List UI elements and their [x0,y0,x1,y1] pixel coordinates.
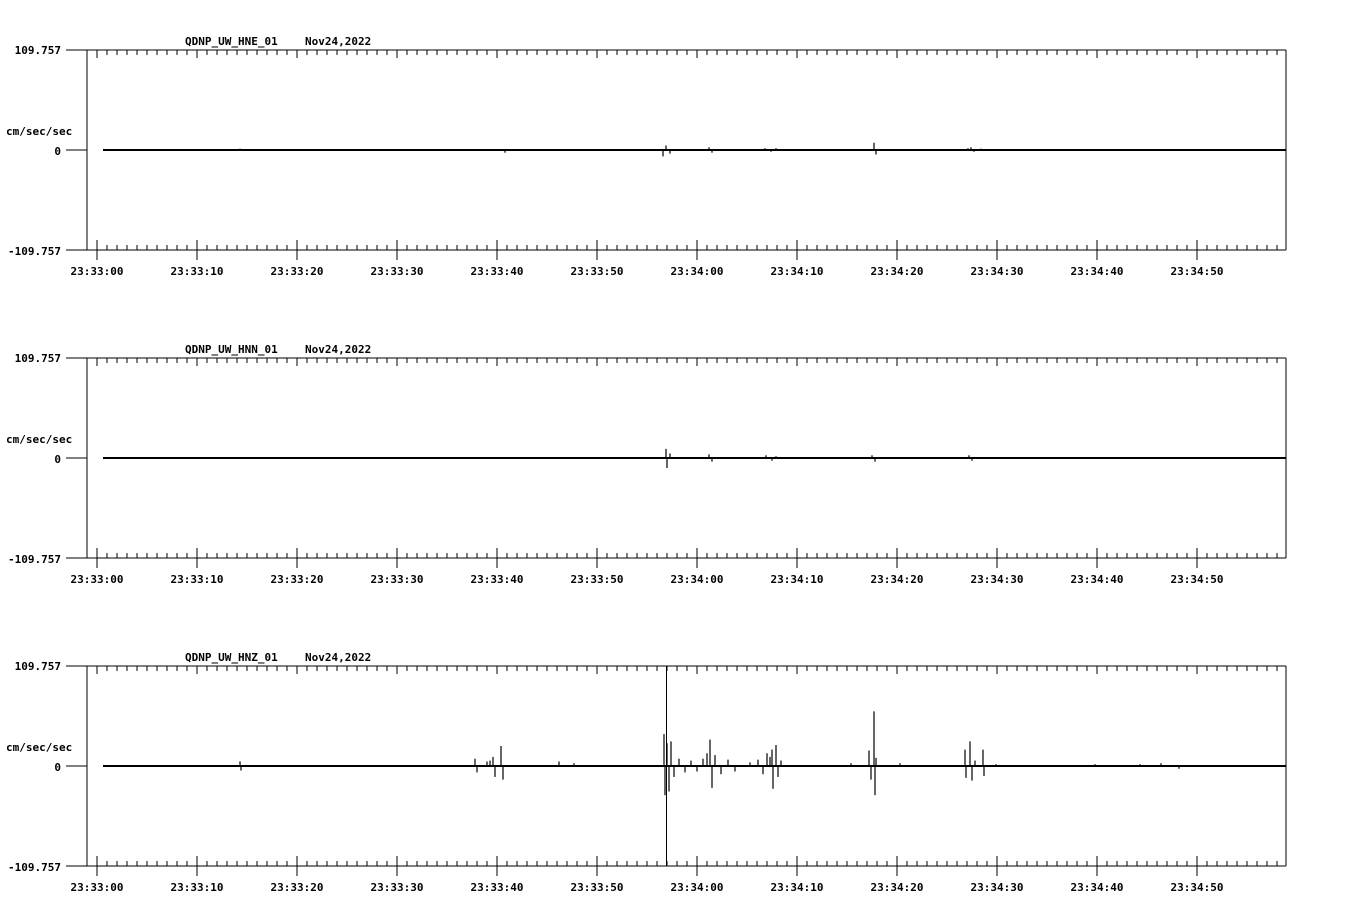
x-tick-label: 23:33:50 [570,265,624,278]
x-tick-label: 23:33:20 [270,881,324,894]
x-tick-label: 23:33:10 [170,573,224,586]
x-tick-label: 23:33:20 [270,573,324,586]
x-tick-label: 23:34:30 [970,265,1024,278]
x-tick-label: 23:33:30 [370,881,424,894]
x-tick-label: 23:34:40 [1070,573,1124,586]
x-tick-label: 23:33:00 [70,573,124,586]
x-tick-label: 23:34:50 [1170,265,1224,278]
date-label: Nov24,2022 [305,343,372,356]
x-tick-label: 23:34:00 [670,573,724,586]
x-tick-label: 23:34:20 [870,881,924,894]
x-tick-label: 23:33:50 [570,573,624,586]
y-tick-label-zero: 0 [54,761,61,774]
seismogram-panel-3 [6,651,1286,894]
y-tick-label-min: -109.757 [8,861,61,874]
x-tick-label: 23:34:50 [1170,573,1224,586]
x-tick-label: 23:33:30 [370,265,424,278]
x-tick-label: 23:34:10 [770,881,824,894]
y-axis-label: cm/sec/sec [6,125,73,138]
y-tick-label-max: 109.757 [14,44,61,57]
x-tick-label: 23:33:10 [170,265,224,278]
x-tick-label: 23:33:10 [170,881,224,894]
x-tick-label: 23:33:20 [270,265,324,278]
x-tick-label: 23:33:30 [370,573,424,586]
x-tick-label: 23:33:50 [570,881,624,894]
x-tick-label: 23:33:40 [470,881,524,894]
station-label: QDNP_UW_HNE_01 [185,35,278,48]
x-tick-label: 23:34:00 [670,881,724,894]
x-tick-label: 23:34:40 [1070,265,1124,278]
date-label: Nov24,2022 [305,651,372,664]
x-tick-label: 23:34:50 [1170,881,1224,894]
station-label: QDNP_UW_HNZ_01 [185,651,278,664]
x-tick-label: 23:34:00 [670,265,724,278]
y-tick-label-max: 109.757 [14,660,61,673]
x-tick-label: 23:34:10 [770,265,824,278]
x-tick-label: 23:33:40 [470,265,524,278]
seismogram-panel-2 [6,343,1286,586]
seismogram-panel-1 [6,35,1286,278]
x-tick-label: 23:34:30 [970,881,1024,894]
x-tick-label: 23:33:00 [70,881,124,894]
y-tick-label-max: 109.757 [14,352,61,365]
y-tick-label-zero: 0 [54,453,61,466]
y-tick-label-min: -109.757 [8,245,61,258]
x-tick-label: 23:34:30 [970,573,1024,586]
y-tick-label-zero: 0 [54,145,61,158]
y-axis-label: cm/sec/sec [6,741,73,754]
y-axis-label: cm/sec/sec [6,433,73,446]
x-tick-label: 23:33:40 [470,573,524,586]
x-tick-label: 23:34:10 [770,573,824,586]
x-tick-label: 23:34:20 [870,265,924,278]
x-tick-label: 23:34:40 [1070,881,1124,894]
x-tick-label: 23:33:00 [70,265,124,278]
station-label: QDNP_UW_HNN_01 [185,343,278,356]
date-label: Nov24,2022 [305,35,372,48]
x-tick-label: 23:34:20 [870,573,924,586]
y-tick-label-min: -109.757 [8,553,61,566]
